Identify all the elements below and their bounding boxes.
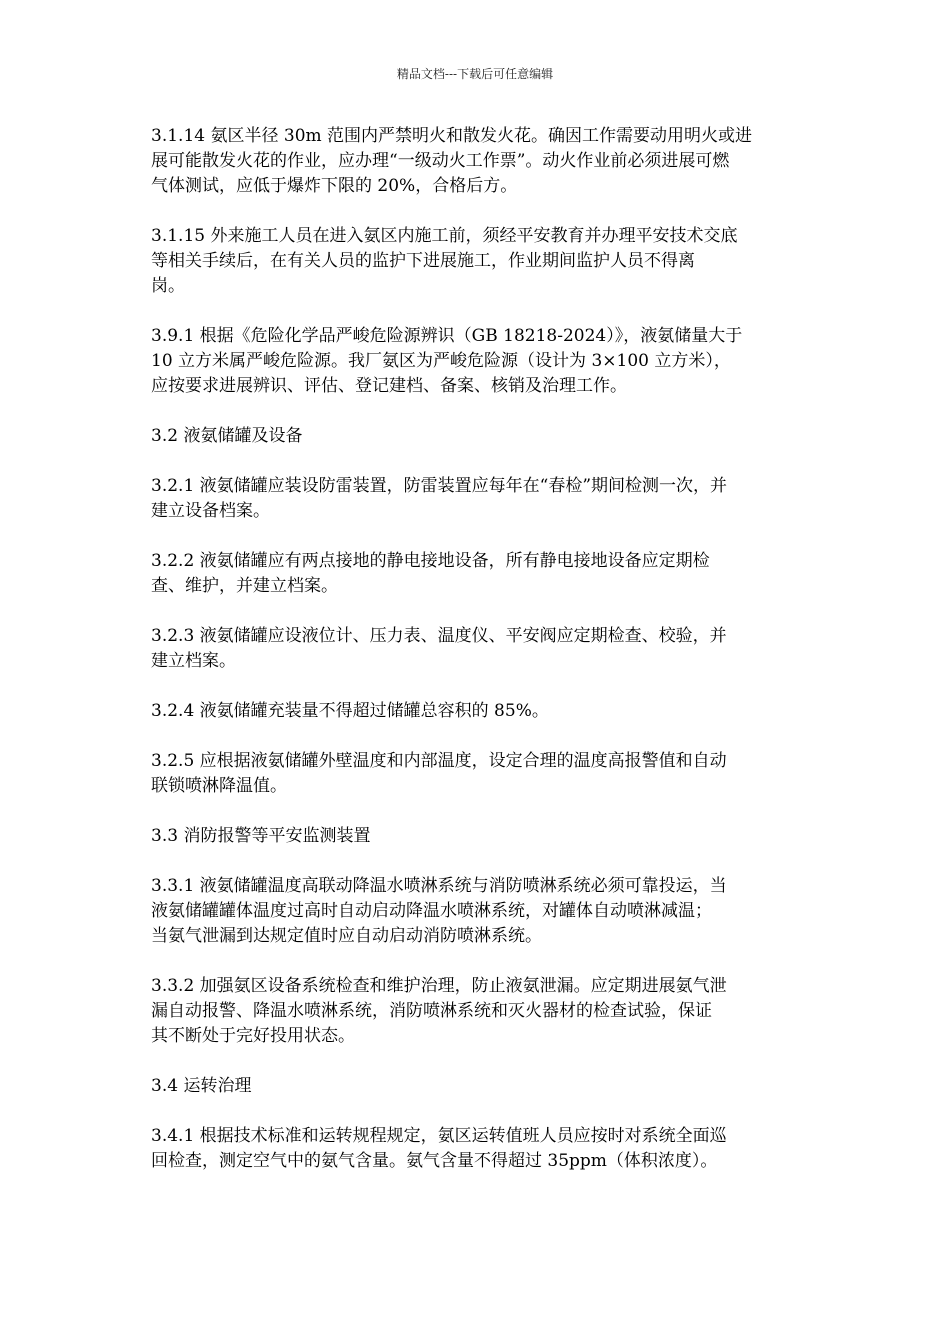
paragraph-3-1-15 xyxy=(151,224,801,299)
paragraph-3-9-1 xyxy=(151,324,801,399)
document-body xyxy=(151,124,801,1199)
text-line: 建立设备档案。 xyxy=(151,501,270,521)
paragraph-3-1-14 xyxy=(151,124,801,199)
paragraph-3-2-2 xyxy=(151,549,801,599)
paragraph-3-3-2 xyxy=(151,974,801,1049)
text-line: 3.2.1 液氨储罐应装设防雷装置，防雷装置应每年在“春检”期间检测一次，并 xyxy=(151,476,728,496)
section-heading-3-3 xyxy=(151,824,801,849)
text-line: 液氨储罐罐体温度过高时自动启动降温水喷淋系统，对罐体自动喷淋减温； xyxy=(151,901,712,921)
paragraph-3-2-5 xyxy=(151,749,801,799)
text-line: 3.1.15 外来施工人员在进入氨区内施工前，须经平安教育并办理平安技术交底 xyxy=(151,226,738,246)
text-line: 3.2.2 液氨储罐应有两点接地的静电接地设备，所有静电接地设备应定期检 xyxy=(151,551,710,571)
section-heading-3-4 xyxy=(151,1074,801,1099)
paragraph-3-4-1 xyxy=(151,1124,801,1174)
text-line: 应按要求进展辨识、评估、登记建档、备案、核销及治理工作。 xyxy=(151,376,627,396)
text-line: 其不断处于完好投用状态。 xyxy=(151,1026,355,1046)
paragraph-3-2-1 xyxy=(151,474,801,524)
paragraph-3-2-4 xyxy=(151,699,801,724)
section-heading-3-2 xyxy=(151,424,801,449)
page-header: 精品文档---下载后可任意编辑 xyxy=(396,67,554,81)
text-line: 等相关手续后，在有关人员的监护下进展施工，作业期间监护人员不得离 xyxy=(151,251,695,271)
text-line: 3.2.4 液氨储罐充装量不得超过储罐总容积的 85%。 xyxy=(151,701,549,721)
text-line: 展可能散发火花的作业，应办理“一级动火工作票”。动火作业前必须进展可燃 xyxy=(151,151,730,171)
text-line: 回检查，测定空气中的氨气含量。氨气含量不得超过 35ppm（体积浓度）。 xyxy=(151,1151,718,1171)
text-line: 气体测试，应低于爆炸下限的 20%，合格后方。 xyxy=(151,176,518,196)
text-line: 3.4 运转治理 xyxy=(151,1076,252,1096)
paragraph-3-2-3 xyxy=(151,624,801,674)
text-line: 3.3 消防报警等平安监测装置 xyxy=(151,826,371,846)
text-line: 10 立方米属严峻危险源。我厂氨区为严峻危险源（设计为 3×100 立方米）， xyxy=(151,351,731,371)
text-line: 联锁喷淋降温值。 xyxy=(151,776,287,796)
text-line: 3.3.2 加强氨区设备系统检查和维护治理，防止液氨泄漏。应定期进展氨气泄 xyxy=(151,976,727,996)
text-line: 建立档案。 xyxy=(151,651,236,671)
text-line: 3.2.3 液氨储罐应设液位计、压力表、温度仪、平安阀应定期检查、校验，并 xyxy=(151,626,727,646)
text-line: 查、维护，并建立档案。 xyxy=(151,576,338,596)
text-line: 当氨气泄漏到达规定值时应自动启动消防喷淋系统。 xyxy=(151,926,542,946)
text-line: 3.4.1 根据技术标准和运转规程规定，氨区运转值班人员应按时对系统全面巡 xyxy=(151,1126,727,1146)
text-line: 3.9.1 根据《危险化学品严峻危险源辨识（GB 18218-2024）》，液氨储量大于 xyxy=(151,326,743,346)
text-line: 3.2 液氨储罐及设备 xyxy=(151,426,303,446)
text-line: 漏自动报警、降温水喷淋系统，消防喷淋系统和灭火器材的检查试验，保证 xyxy=(151,1001,712,1021)
text-line: 3.1.14 氨区半径 30m 范围内严禁明火和散发火花。确因工作需要动用明火或进 xyxy=(151,126,753,146)
text-line: 3.3.1 液氨储罐温度高联动降温水喷淋系统与消防喷淋系统必须可靠投运，当 xyxy=(151,876,727,896)
text-line: 3.2.5 应根据液氨储罐外壁温度和内部温度，设定合理的温度高报警值和自动 xyxy=(151,751,727,771)
paragraph-3-3-1 xyxy=(151,874,801,949)
text-line: 岗。 xyxy=(151,276,185,296)
